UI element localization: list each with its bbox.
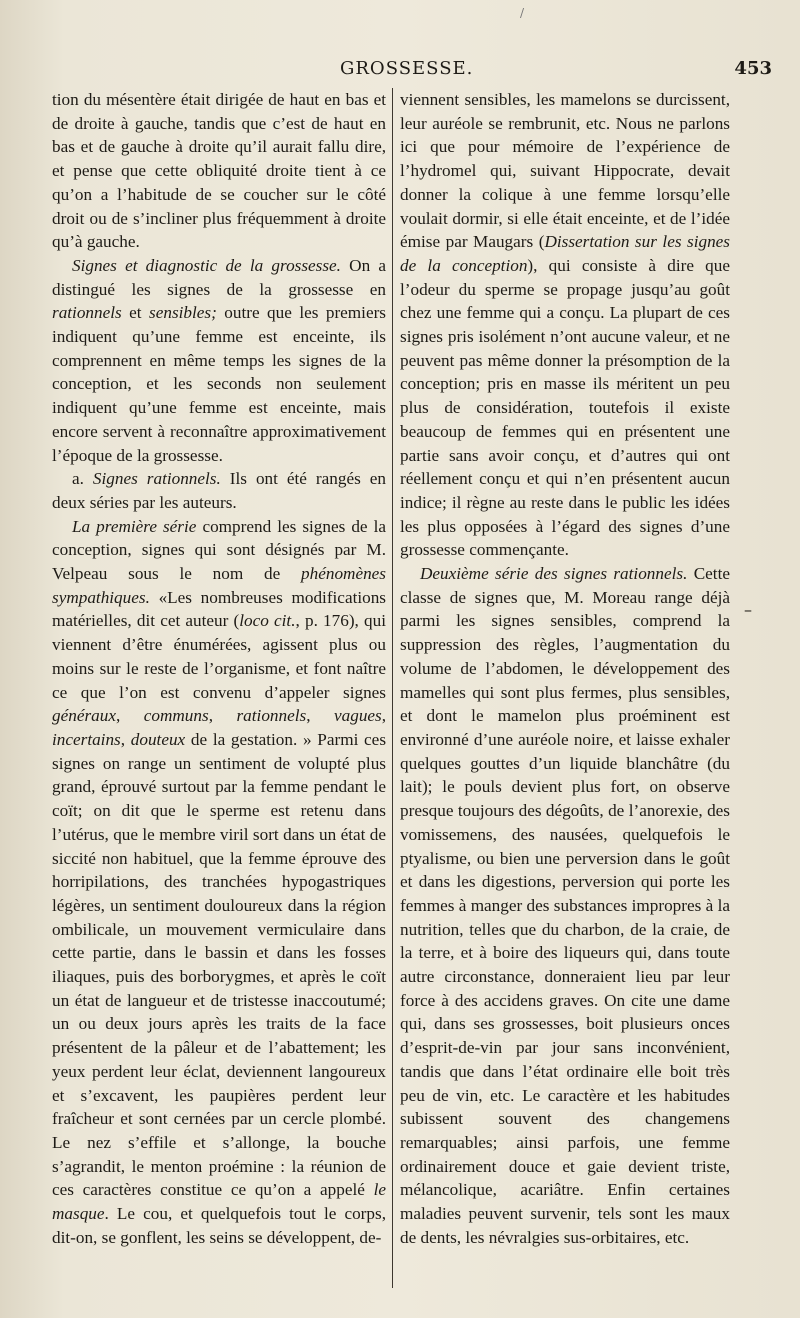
text-run: , bbox=[115, 706, 144, 726]
italic-text: Signes et diagnostic de la grossesse. bbox=[72, 255, 341, 275]
text-run: , bbox=[306, 706, 334, 726]
italic-text: Signes rationnels. bbox=[92, 469, 221, 489]
margin-mark: – bbox=[744, 600, 752, 619]
text-run: viennent sensibles, les mamelons se durcissent, leur auréole se rembrunit, etc. Nous ne parlons ici que pour mémoire de l’expérience de l’hydromel qui, suivant Hippocrate, devait donner la colique à une femme lorsqu’elle voulait dormir, si elle était enceinte, et de l’idée émise par Maugars ( bbox=[400, 90, 730, 252]
paragraph bbox=[400, 562, 730, 1249]
italic-text: loco cit. bbox=[239, 611, 296, 631]
text-run: Ils ont été rangés en deux séries par les auteurs. bbox=[52, 469, 386, 512]
italic-text: Deuxième série des signes rationnels. bbox=[420, 564, 688, 584]
paragraph bbox=[400, 88, 730, 562]
text-run: , p. 176), qui viennent d’être énumérées, agissent plus ou moins sur le reste de l’organisme, et font naître ce que l’on est convenu d’appeler signes bbox=[52, 611, 386, 702]
text-run: de la gestation. » Parmi ces signes on range un sentiment de volupté plus grand, éprouvé surtout par la femme pendant le coït; on dit que le sperme est retenu dans l’utérus, que le membre viril sort dans un état de siccité non habituel, que la femme éprouve des horripilations, des tranchées hypogastriques légères, un sentiment douloureux dans la région ombilicale, un mouvement vermiculaire dans cette partie, dans le bassin et dans les fosses iliaques, puis des borborygmes, et après le coït un état de langueur et de tristesse inaccoutumé; un ou deux jours après les traits de la face présentent de la pâleur et de l’abattement; les yeux perdent leur éclat, deviennent langoureux et s’excavent, les paupières perdent leur fraîcheur et sont cernées par un cercle plombé. Le nez s’effile et s’allonge, la bouche s’agrandit, le menton proémine : la réunion de ces caractères constitue ce qu’on a appelé bbox=[52, 729, 387, 1200]
italic-text: Dissertation sur les signes de la conception bbox=[400, 232, 730, 275]
italic-text: généraux bbox=[52, 706, 116, 726]
italic-text: rationnels bbox=[52, 303, 122, 323]
text-run: «Les nombreuses modifications matérielles, dit cet auteur ( bbox=[52, 587, 386, 631]
text-run: , bbox=[208, 706, 237, 726]
text-run: tion du mésentère était dirigée de haut en bas et de droite à gauche, tandis que c’est de haut en bas et de gauche à droite qu’il aurait fallu dire, et pense que cette obliquité droite tient à ce qu’on a l’habitude de se coucher sur le côté droit ou de s’incliner plus fréquemment à droite qu’à gauche. bbox=[52, 90, 386, 252]
left-column bbox=[52, 88, 386, 1296]
text-run: ), qui consiste à dire que l’odeur du sperme se propage jusqu’au goût chez une femme qui a conçu. La plupart de ces signes pris isolément n’ont aucune valeur, et ne peuvent pas même donner la présomption de la conception; pris en masse ils méritent un peu plus de considération, toutefois il existe beaucoup de femmes qui en présentent une partie sans avoir conçu, et d’autres qui ont réellement conçu et qui n’en présentent aucun indice; il règne au reste dans le public les idées les plus opposées à l’égard des signes d’une grossesse commençante. bbox=[400, 255, 730, 560]
italic-text: vagues bbox=[334, 706, 382, 726]
column-divider bbox=[392, 88, 393, 1288]
text-run: outre que les premiers indiquent qu’une femme est enceinte, ils comprennent en même temps les signes de la conception, et les seconds non seulement indiquent qu’une femme est enceinte, mais encore servent à reconnaître approximativement l’époque de la grossesse. bbox=[52, 303, 386, 465]
text-run: . Le cou, et quelquefois tout le corps, dit-on, se gonflent, les seins se développent, de- bbox=[52, 1204, 386, 1247]
italic-text: le masque bbox=[52, 1180, 386, 1224]
italic-text: sensibles; bbox=[149, 303, 217, 323]
paragraph bbox=[52, 515, 386, 1250]
italic-text: communs bbox=[143, 706, 209, 726]
right-column bbox=[400, 88, 730, 1296]
top-pencil-mark: / bbox=[520, 6, 525, 20]
text-run: On a distingué les signes de la grossesse en bbox=[52, 255, 386, 299]
italic-text: douteux bbox=[130, 729, 186, 749]
text-run: , bbox=[381, 706, 387, 726]
paragraph bbox=[52, 254, 386, 467]
italic-text: incertains bbox=[52, 729, 121, 749]
italic-text: rationnels bbox=[236, 706, 307, 726]
italic-text: La première série bbox=[72, 516, 197, 536]
text-run: comprend les signes de la conception, signes qui sont désignés par M. Velpeau sous le nom de bbox=[52, 516, 386, 584]
text-run: a. bbox=[72, 469, 93, 489]
text-run: Cette classe de signes que, M. Moreau range déjà parmi les signes sensibles, comprend la suppression des règles, l’augmentation du volume de l’abdomen, le développement des mamelles qui sont plus fermes, plus sensibles, et dont le mamelon plus proéminent est environné d’une auréole noire, et laisse exhaler quelques gouttes d’un liquide blanchâtre (du lait); le pouls devient plus fort, on observe presque toujours des dégoûts, de l’anorexie, des vomissemens, des nausées, quelquefois le ptyalisme, ou bien une perversion dans le goût et dans les digestions, perversion qui porte les femmes à manger des substances impropres à la nutrition, telles que du charbon, de la craie, de la terre, et à boire des liqueurs qui, dans toute autre circonstance, donneraient lieu par leur force à des accidens graves. On cite une dame qui, dans ses grossesses, boit plusieurs onces d’esprit-de-vin par jour sans inconvénient, tandis que dans l’état ordinaire elle boit très peu de vin, etc. Le caractère et les habitudes subissent souvent des changemens remarquables; ainsi parfois, une femme ordinairement douce et gaie devient triste, mélancolique, acariâtre. Enfin certaines maladies peuvent survenir, tels sont les maux de dents, les névralgies sus-orbitaires, etc. bbox=[400, 564, 730, 1247]
page-number: 453 bbox=[734, 58, 772, 79]
paragraph bbox=[52, 467, 386, 514]
paragraph bbox=[52, 88, 386, 254]
text-run: , bbox=[120, 729, 131, 749]
italic-text: phénomènes sympathiques. bbox=[52, 564, 386, 607]
text-run: et bbox=[121, 303, 150, 323]
running-header bbox=[50, 58, 772, 86]
running-title: GROSSESSE. bbox=[340, 58, 474, 79]
